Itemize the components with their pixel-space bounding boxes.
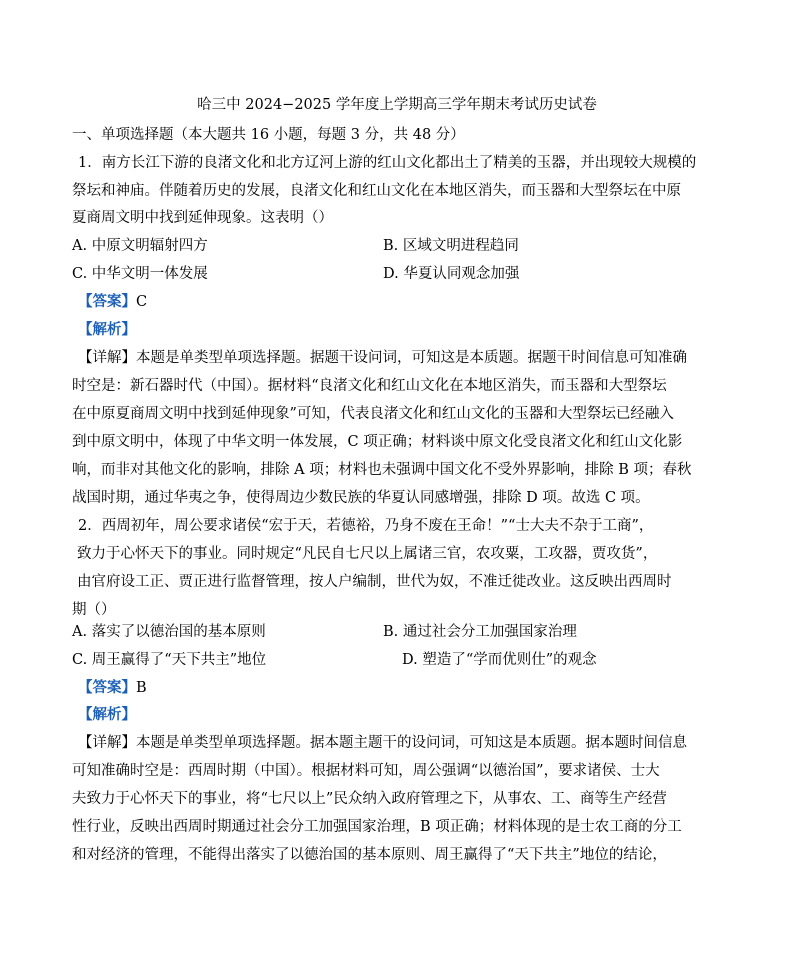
question-1-stem-line: 祭坛和神庙。伴随着历史的发展，良渚文化和红山文化在本地区消失，而玉器和大型祭坛在中原: [72, 183, 681, 199]
question-2-answer: [78, 678, 147, 698]
question-2-detail-line: 性行业，反映出西周时期通过社会分工加强国家治理，B 项正确；材料体现的是士农工商的分工: [72, 819, 682, 835]
question-1-answer: [78, 292, 147, 312]
analysis-label: 【解析】: [78, 706, 136, 723]
question-2-stem-line: 致力于心怀天下的事业。同时规定“凡民自七尺以上属诸三官，农攻粟，工攻器，贾攻货”，: [77, 546, 658, 562]
exam-title: 哈三中 2024−2025 学年度上学期高三学年期末考试历史试卷: [197, 97, 597, 113]
question-1-option-a: A. 中原文明辐射四方: [72, 238, 208, 254]
answer-value: B: [136, 680, 147, 696]
analysis-label: 【解析】: [78, 321, 136, 338]
question-2-option-b: B. 通过社会分工加强国家治理: [383, 624, 577, 640]
question-2-stem-line: 由官府设工正、贾正进行监督管理，按人户编制，世代为奴，不准迁徙改业。这反映出西周时: [77, 574, 672, 590]
question-1-detail-line: 时空是：新石器时代（中国）。据材料“良渚文化和红山文化在本地区消失，而玉器和大型祭坛: [72, 378, 667, 394]
question-1-detail-line: 战国时期，通过华夷之争，使得周边少数民族的华夏认同感增强，排除 D 项。故选 C 项。: [72, 490, 650, 506]
question-1-detail-line: 到中原文明中，体现了中华文明一体发展，C 项正确；材料谈中原文化受良渚文化和红山文化影: [72, 434, 683, 450]
question-1-detail-line: 【详解】本题是单类型单项选择题。据题干设问词，可知这是本质题。据题干时间信息可知准确: [78, 350, 687, 366]
question-2-detail-line: 可知准确时空是：西周时期（中国）。根据材料可知，周公强调“以德治国”，要求诸侯、士大: [72, 763, 660, 779]
question-2-option-d: D. 塑造了“学而优则仕”的观念: [402, 652, 597, 668]
question-2-analysis-label: [78, 705, 136, 725]
section-heading: 一、单项选择题（本大题共 16 小题，每题 3 分，共 48 分）: [72, 127, 465, 143]
question-2-option-c: C. 周王赢得了“天下共主”地位: [72, 652, 267, 668]
question-2-detail-line: 【详解】本题是单类型单项选择题。据本题主题干的设问词，可知这是本质题。据本题时间信息: [78, 735, 687, 751]
question-2-stem-line: 期（）: [72, 602, 116, 618]
question-2-stem-line: 2．西周初年，周公要求诸侯“宏于天，若德裕，乃身不废在王命！”“士大夫不杂于工商”，: [78, 518, 654, 534]
question-2-option-a: A. 落实了以德治国的基本原则: [72, 624, 266, 640]
question-1-option-d: D. 华夏认同观念加强: [383, 266, 520, 282]
question-2-detail-line: 夫致力于心怀天下的事业，将“七尺以上”民众纳入政府管理之下，从事农、工、商等生产经营: [72, 791, 667, 807]
question-1-stem-line: 1．南方长江下游的良渚文化和北方辽河上游的红山文化都出土了精美的玉器，并出现较大规模的: [78, 155, 697, 171]
question-1-option-c: C. 中华文明一体发展: [72, 266, 208, 282]
question-2-detail-line: 和对经济的管理，不能得出落实了以德治国的基本原则、周王赢得了“天下共主”地位的结论，: [72, 847, 667, 863]
question-1-option-b: B. 区域文明进程趋同: [383, 238, 519, 254]
question-1-detail-line: 在中原夏商周文明中找到延伸现象”可知，代表良渚文化和红山文化的玉器和大型祭坛已经融入: [72, 406, 674, 422]
answer-value: C: [136, 294, 148, 310]
question-1-analysis-label: [78, 320, 136, 340]
answer-label: 【答案】: [78, 679, 136, 696]
answer-label: 【答案】: [78, 293, 136, 310]
question-1-stem-line: 夏商周文明中找到延伸现象。这表明（）: [72, 210, 333, 226]
question-1-detail-line: 响，而非对其他文化的影响，排除 A 项；材料也未强调中国文化不受外界影响，排除 B 项；春秋: [72, 462, 692, 478]
